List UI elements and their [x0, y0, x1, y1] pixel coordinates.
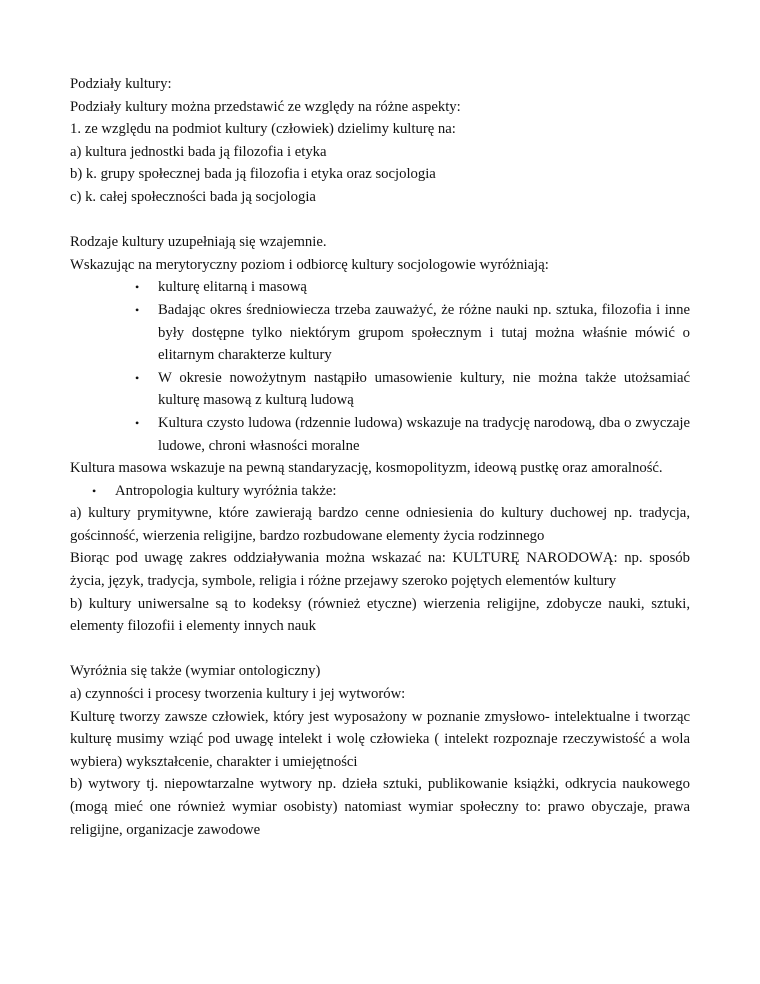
- list-item-text: Kultura czysto ludowa (rdzennie ludowa) wskazuje na tradycję narodową, dba o zwyczaje ludowe, chroni własności moralne: [158, 414, 690, 454]
- paragraph: 1. ze względu na podmiot kultury (człowiek) dzielimy kulturę na:: [70, 121, 456, 138]
- paragraph: b) wytwory tj. niepowtarzalne wytwory np. dzieła sztuki, publikowanie książki, odkrycia naukowego (mogą mieć one również wymiar osobisty) natomiast wymiar społeczny to: prawo obyczaje, prawa religijne, organizacje zawodowe: [70, 776, 690, 838]
- paragraph: c) k. całej społeczności bada ją socjologia: [70, 188, 316, 205]
- list-item-text: kulturę elitarną i masową: [158, 279, 307, 296]
- bullet-icon: •: [92, 483, 97, 498]
- document-page: [70, 73, 690, 841]
- paragraph: Kulturę tworzy zawsze człowiek, który jest wyposażony w poznanie zmysłowo- intelektualne i tworząc kulturę musimy wziąć pod uwagę intelekt i wolę człowieka ( intelekt rozpoznaje rzeczywistość a wola wybiera) wykształcenie, charakter i umiejętności: [70, 708, 690, 770]
- spacer: [70, 209, 690, 232]
- paragraph: a) kultura jednostki bada ją filozofia i etyka: [70, 143, 327, 160]
- section-title: Podziały kultury:: [70, 76, 172, 92]
- paragraph: Rodzaje kultury uzupełniają się wzajemnie.: [70, 234, 327, 251]
- list-item-text: Badając okres średniowiecza trzeba zauważyć, że różne nauki np. sztuka, filozofia i inne były dostępne tylko niektórym grupom społecznym i tutaj można właśnie mówić o elitarnym charakterze kultury: [158, 301, 690, 364]
- bullet-list: [70, 480, 690, 503]
- paragraph: Biorąc pod uwagę zakres oddziaływania można wskazać na: KULTURĘ NARODOWĄ: np. sposób życia, język, tradycja, symbole, religia i różne przejawy szeroko pojętych elementów kultury: [70, 550, 690, 590]
- paragraph: Kultura masowa wskazuje na pewną standaryzację, kosmopolityzm, ideową pustkę oraz amoralność.: [70, 460, 663, 477]
- list-item: [135, 412, 690, 457]
- paragraph: a) kultury prymitywne, które zawierają bardzo cenne odniesienia do kultury duchowej np. tradycja, gościnność, wierzenia religijne, bardzo rozbudowane elementy życia rodzinnego: [70, 505, 690, 544]
- paragraph: b) kultury uniwersalne są to kodeksy (również etyczne) wierzenia religijne, zdobycze nauki, sztuki, elementy filozofii i elementy innych nauk: [70, 595, 690, 635]
- list-item-text: Antropologia kultury wyróżnia także:: [115, 482, 337, 499]
- bullet-icon: •: [135, 280, 140, 295]
- list-item: [92, 480, 690, 503]
- bullet-icon: •: [135, 302, 140, 317]
- bullet-icon: •: [135, 415, 140, 430]
- paragraph: Wyróżnia się także (wymiar ontologiczny): [70, 663, 321, 680]
- list-item: [135, 367, 690, 412]
- list-item-text: W okresie nowożytnym nastąpiło umasowienie kultury, nie można także utożsamiać kulturę masową z kulturą ludową: [158, 369, 690, 409]
- paragraph: Podziały kultury można przedstawić ze względy na różne aspekty:: [70, 98, 461, 115]
- list-item: [135, 299, 690, 367]
- paragraph: b) k. grupy społecznej bada ją filozofia i etyka oraz socjologia: [70, 166, 436, 183]
- list-item: [135, 276, 690, 299]
- bullet-list: [70, 276, 690, 457]
- spacer: [70, 638, 690, 661]
- paragraph: Wskazując na merytoryczny poziom i odbiorcę kultury socjologowie wyróżniają:: [70, 256, 549, 273]
- paragraph: a) czynności i procesy tworzenia kultury i jej wytworów:: [70, 686, 406, 703]
- bullet-icon: •: [135, 370, 140, 385]
